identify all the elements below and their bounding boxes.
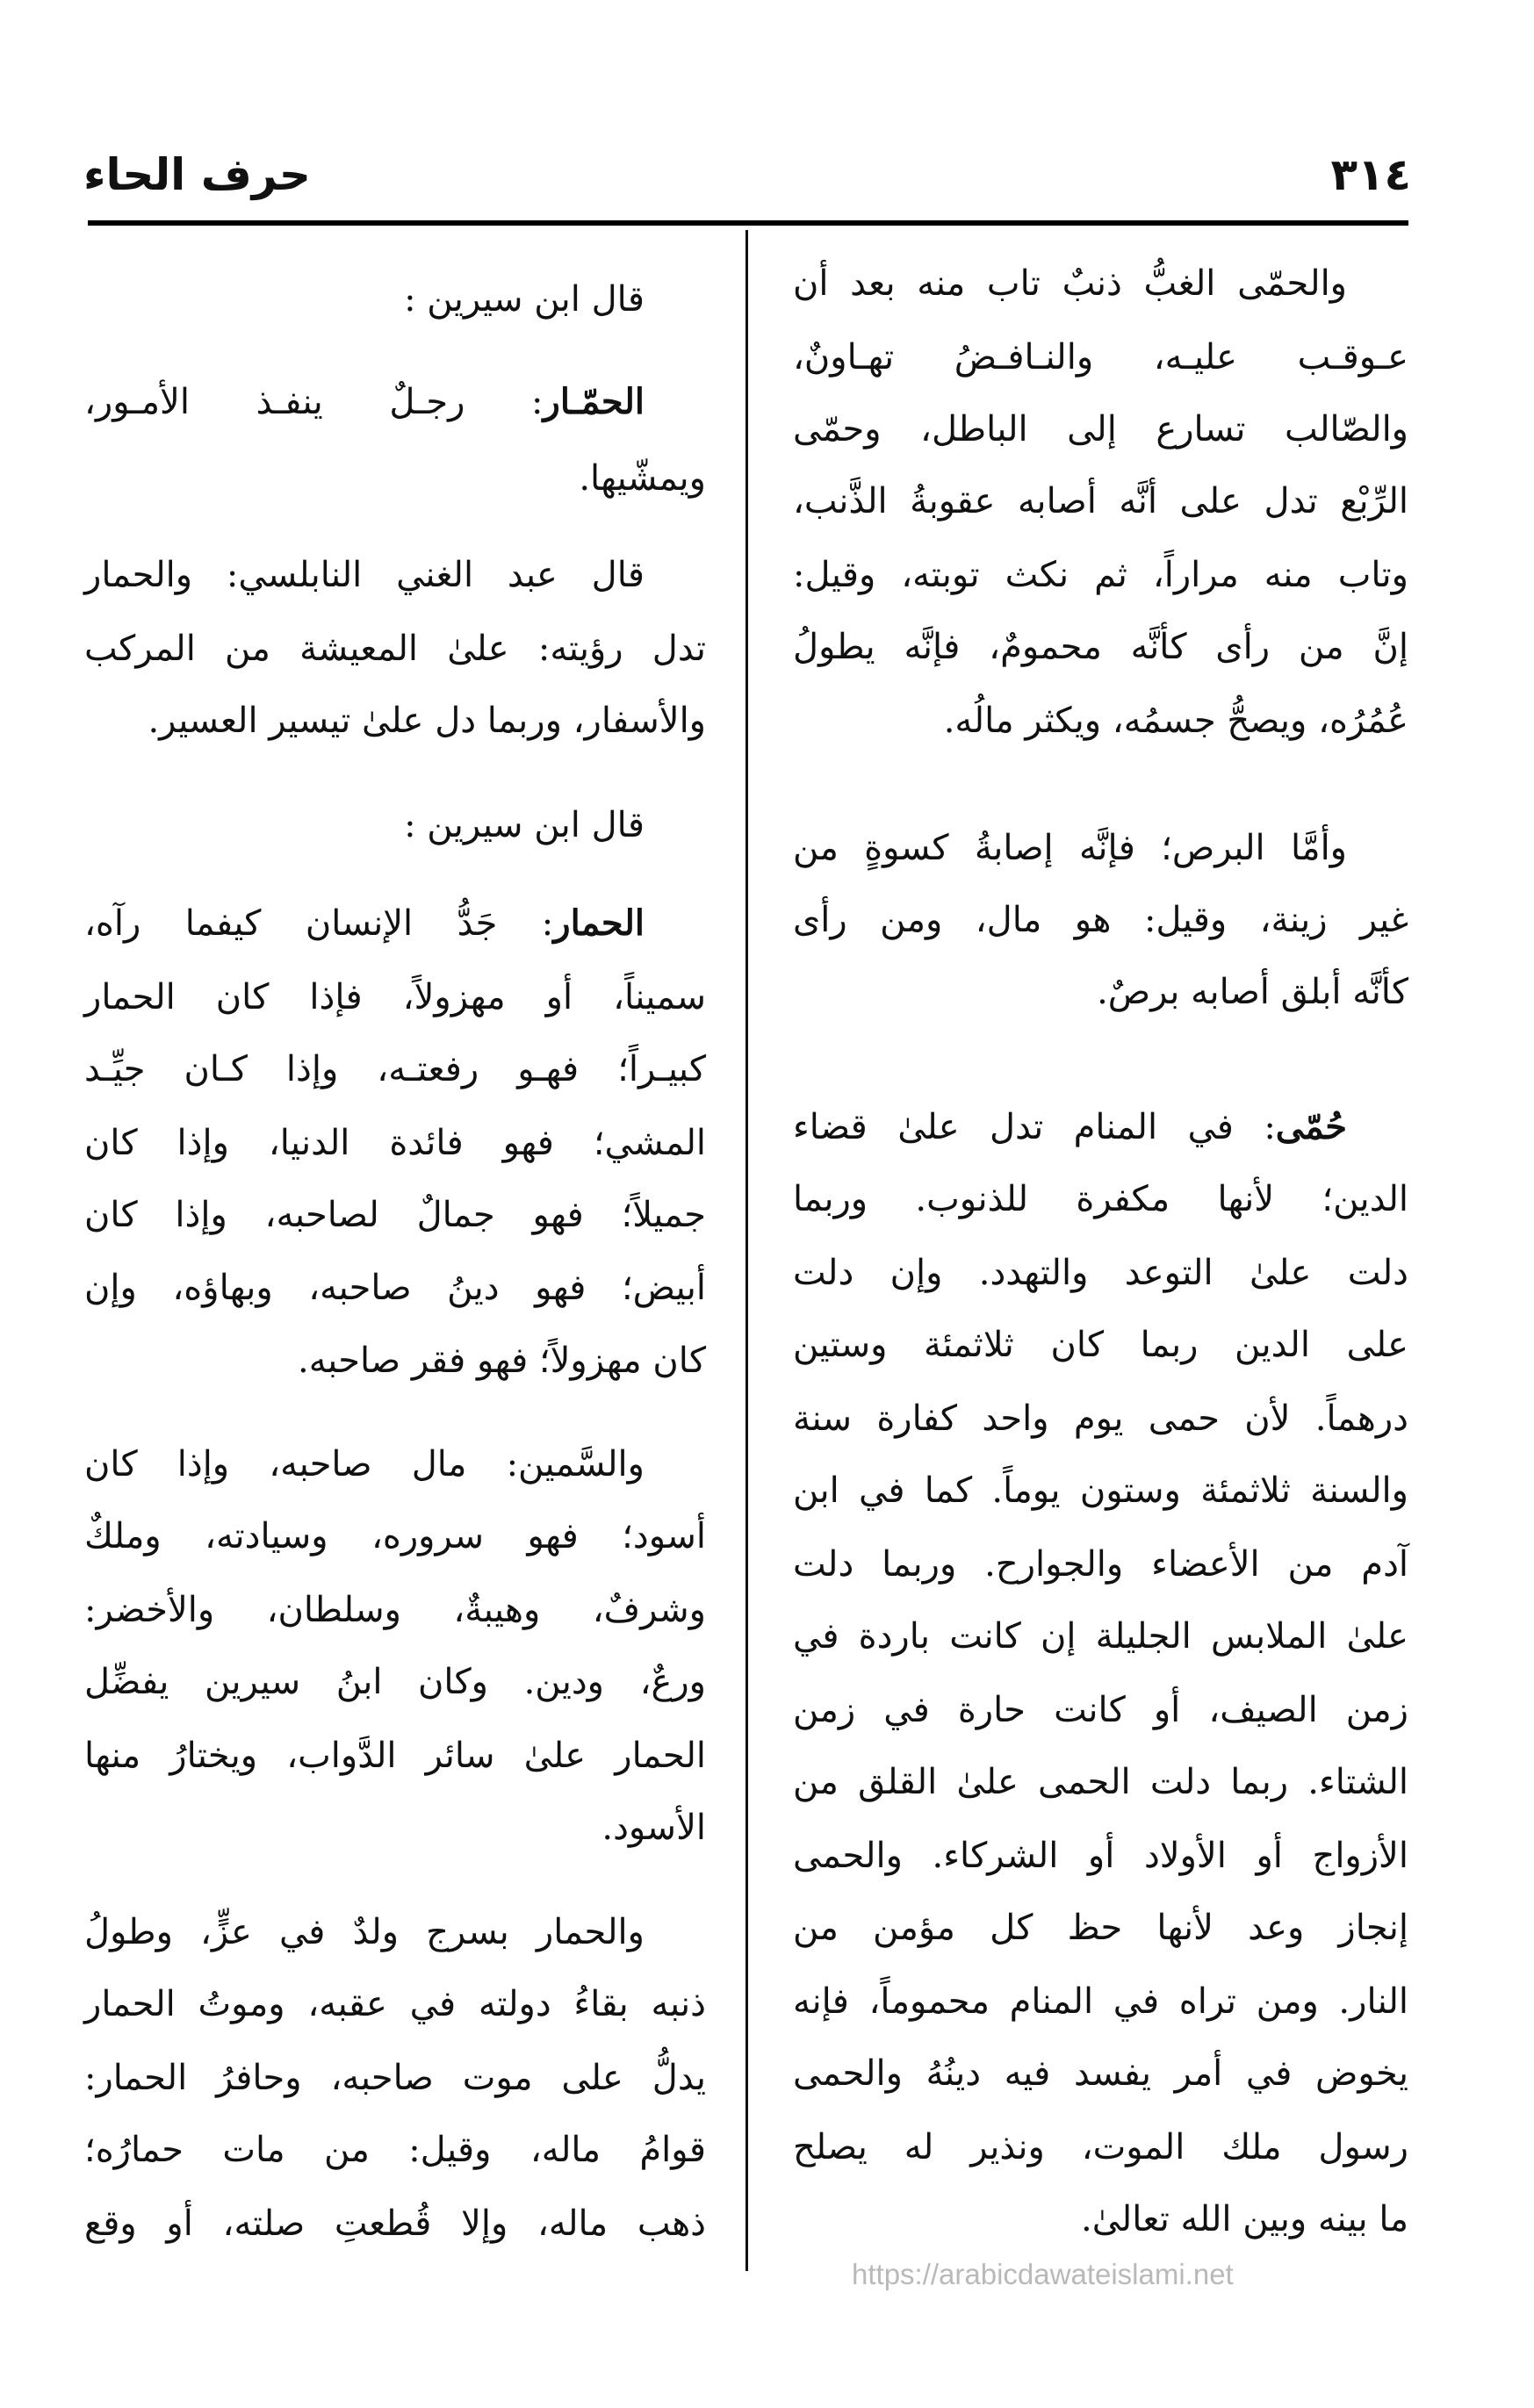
text-line	[793, 1610, 1408, 1663]
text-line	[84, 549, 706, 601]
line-text: زمن الصيف، أو كانت حارة في زمن	[793, 1689, 1408, 1730]
text-line	[793, 2193, 1408, 2246]
line-text: الدين؛ لأنها مكفرة للذنوب. وربما	[793, 1179, 1408, 1220]
line-text: ورعٌ، ودين. وكان ابنُ سيرين يفضِّل	[84, 1662, 706, 1703]
text-line	[793, 621, 1408, 673]
line-text: كان مهزولاً؛ فهو فقر صاحبه.	[298, 1340, 706, 1381]
text-line	[793, 822, 1408, 874]
line-text: : في المنام تدل علىٰ قضاء	[793, 1107, 1276, 1148]
line-text: كأنَّه أبلق أصابه برصٌ.	[1097, 972, 1408, 1013]
line-text: تدل رؤيته: علىٰ المعيشة من المركب	[84, 628, 706, 669]
line-text: عـوقـب عليـه، والنـافـضُ تهـاونٌ،	[793, 337, 1408, 378]
line-text: والصّالب تسارع إلى الباطل، وحمّى	[793, 409, 1408, 450]
text-line	[793, 966, 1408, 1018]
line-text: النار. ومن تراه في المنام محموماً، فإنه	[793, 1980, 1408, 2022]
text-line	[793, 1829, 1408, 1882]
line-text: إنجاز وعد لأنها حظ كل مؤمن من	[793, 1907, 1408, 1948]
line-text: علىٰ الملابس الجليلة إن كانت باردة في	[793, 1616, 1408, 1657]
entry-term: الحمار	[553, 902, 645, 944]
text-line	[84, 376, 706, 428]
entry-term: حُمّى	[1275, 1106, 1347, 1148]
text-line	[793, 1684, 1408, 1736]
line-text: قوامُ ماله، وقيل: من مات حمارُه؛	[84, 2130, 706, 2171]
line-text: غير زينة، وقيل: هو مال، ومن رأى	[793, 900, 1408, 941]
text-line	[84, 1656, 706, 1708]
line-text: وشرفٌ، وهيبةٌ، وسلطان، والأخضر:	[84, 1590, 706, 1631]
text-line	[84, 799, 706, 852]
line-text: إنَّ من رأى كأنَّه محمومٌ، فإنَّه يطولُ	[793, 627, 1408, 668]
line-text: وتاب منه مراراً، ثم نكث توبته، وقيل:	[793, 555, 1408, 596]
line-text: قال ابن سيرين :	[404, 278, 645, 320]
text-line	[84, 622, 706, 675]
line-text: والسنة ثلاثمئة وستون يوماً. كما في ابن	[793, 1470, 1408, 1512]
text-line	[84, 1510, 706, 1563]
line-text: ويمشّيها.	[579, 458, 706, 500]
line-text: الأزواج أو الأولاد أو الشركاء. والحمى	[793, 1835, 1408, 1876]
line-text: والأسفار، وربما دل علىٰ تيسير العسير.	[148, 701, 706, 742]
text-line	[793, 2121, 1408, 2174]
text-line	[84, 1043, 706, 1096]
line-text: الحمار علىٰ سائر الدَّواب، ويختارُ منها	[84, 1736, 706, 1777]
text-line	[84, 971, 706, 1024]
text-line	[84, 897, 706, 950]
text-line	[793, 403, 1408, 456]
text-line	[793, 694, 1408, 747]
text-line	[84, 2197, 706, 2250]
line-text: : رجـلٌ ينفـذ الأمـور،	[84, 381, 544, 422]
line-text: ما بينه وبين الله تعالىٰ.	[1080, 2198, 1408, 2239]
text-line	[793, 1464, 1408, 1517]
line-text: درهماً. لأن حمى يوم واحد كفارة سنة	[793, 1398, 1408, 1439]
text-line	[793, 1247, 1408, 1299]
line-text: وأمَّا البرص؛ فإنَّه إصابةُ كسوةٍ من	[793, 828, 1347, 869]
line-text: يدلُّ على موت صاحبه، وحافرُ الحمار:	[84, 2058, 706, 2099]
running-title: حرف الحاء	[83, 149, 311, 200]
text-line	[84, 1584, 706, 1636]
text-line	[84, 1117, 706, 1169]
text-line	[793, 1392, 1408, 1445]
line-text: عُمُرُه، ويصحُّ جسمُه، ويكثر مالُه.	[943, 701, 1408, 742]
text-line	[793, 1101, 1408, 1154]
text-line	[84, 1438, 706, 1491]
text-line	[84, 1906, 706, 1959]
text-line	[84, 1978, 706, 2031]
line-text: أبيض؛ فهو دينُ صاحبه، وبهاؤه، وإن	[84, 1268, 706, 1309]
text-line	[793, 2047, 1408, 2100]
text-line	[793, 894, 1408, 946]
line-text: الرِّبْع تدل على أنَّه أصابه عقوبةُ الذَّنب،	[793, 481, 1408, 522]
text-line	[793, 257, 1408, 310]
line-text: كبيـراً؛ فهـو رفعتـه، وإذا كـان جيِّـد	[84, 1048, 706, 1089]
line-text: قال ابن سيرين :	[404, 804, 645, 845]
text-line	[793, 1538, 1408, 1591]
line-text: أسود؛ فهو سروره، وسيادته، وملكٌ	[84, 1516, 706, 1557]
header-rule	[88, 220, 1408, 226]
text-line	[84, 1189, 706, 1241]
text-line	[793, 1173, 1408, 1226]
line-text: الأسود.	[601, 1808, 706, 1849]
line-text: : جَدُّ الإنسان كيفما رآه،	[84, 902, 554, 944]
text-line	[84, 452, 706, 505]
line-text: رسول ملك الموت، ونذير له يصلح	[793, 2126, 1408, 2167]
line-text: جميلاً؛ فهو جمالٌ لصاحبه، وإذا كان	[84, 1194, 706, 1235]
text-line	[84, 273, 706, 326]
line-text: ذنبه بقاءُ دولته في عقبه، وموتُ الحمار	[84, 1984, 706, 2025]
line-text: آدم من الأعضاء والجوارح. وربما دلت	[793, 1543, 1408, 1585]
line-text: ذهب ماله، وإلا قُطعتِ صلته، أو وقع	[84, 2203, 706, 2245]
line-text: سميناً، أو مهزولاً، فإذا كان الحمار	[84, 976, 706, 1017]
text-line	[84, 2124, 706, 2176]
text-line	[84, 1334, 706, 1387]
line-text: والحمار بسرج ولدٌ في عزٍّ، وطولُ	[84, 1912, 645, 1953]
page-number: ٣١٤	[1330, 149, 1411, 200]
line-text: والحمّى الغبُّ ذنبٌ تاب منه بعد أن	[793, 263, 1347, 305]
text-line	[793, 1756, 1408, 1808]
line-text: على الدين ربما كان ثلاثمئة وستين	[793, 1325, 1408, 1366]
text-line	[793, 475, 1408, 528]
line-text: الشتاء. ربما دلت الحمى علىٰ القلق من	[793, 1762, 1408, 1802]
column-divider	[745, 230, 748, 2271]
text-line	[793, 1975, 1408, 2028]
text-line	[84, 2052, 706, 2104]
text-line	[793, 549, 1408, 601]
entry-term: الحمّـار	[543, 380, 645, 422]
line-text: دلت علىٰ التوعد والتهدد. وإن دلت	[793, 1253, 1408, 1293]
text-line	[793, 331, 1408, 384]
line-text: قال عبد الغني النابلسي: والحمار	[84, 555, 645, 596]
line-text: يخوض في أمر يفسد فيه دينُهُ والحمى	[793, 2052, 1408, 2094]
text-line	[793, 1319, 1408, 1371]
text-line	[84, 1801, 706, 1854]
text-line	[793, 1901, 1408, 1954]
text-line	[84, 1262, 706, 1314]
text-line	[84, 694, 706, 747]
watermark-url: https://arabicdawateislami.net	[852, 2258, 1234, 2290]
line-text: المشي؛ فهو فائدة الدنيا، وإذا كان	[84, 1122, 706, 1163]
line-text: والسَّمين: مال صاحبه، وإذا كان	[84, 1444, 645, 1485]
text-line	[84, 1729, 706, 1782]
